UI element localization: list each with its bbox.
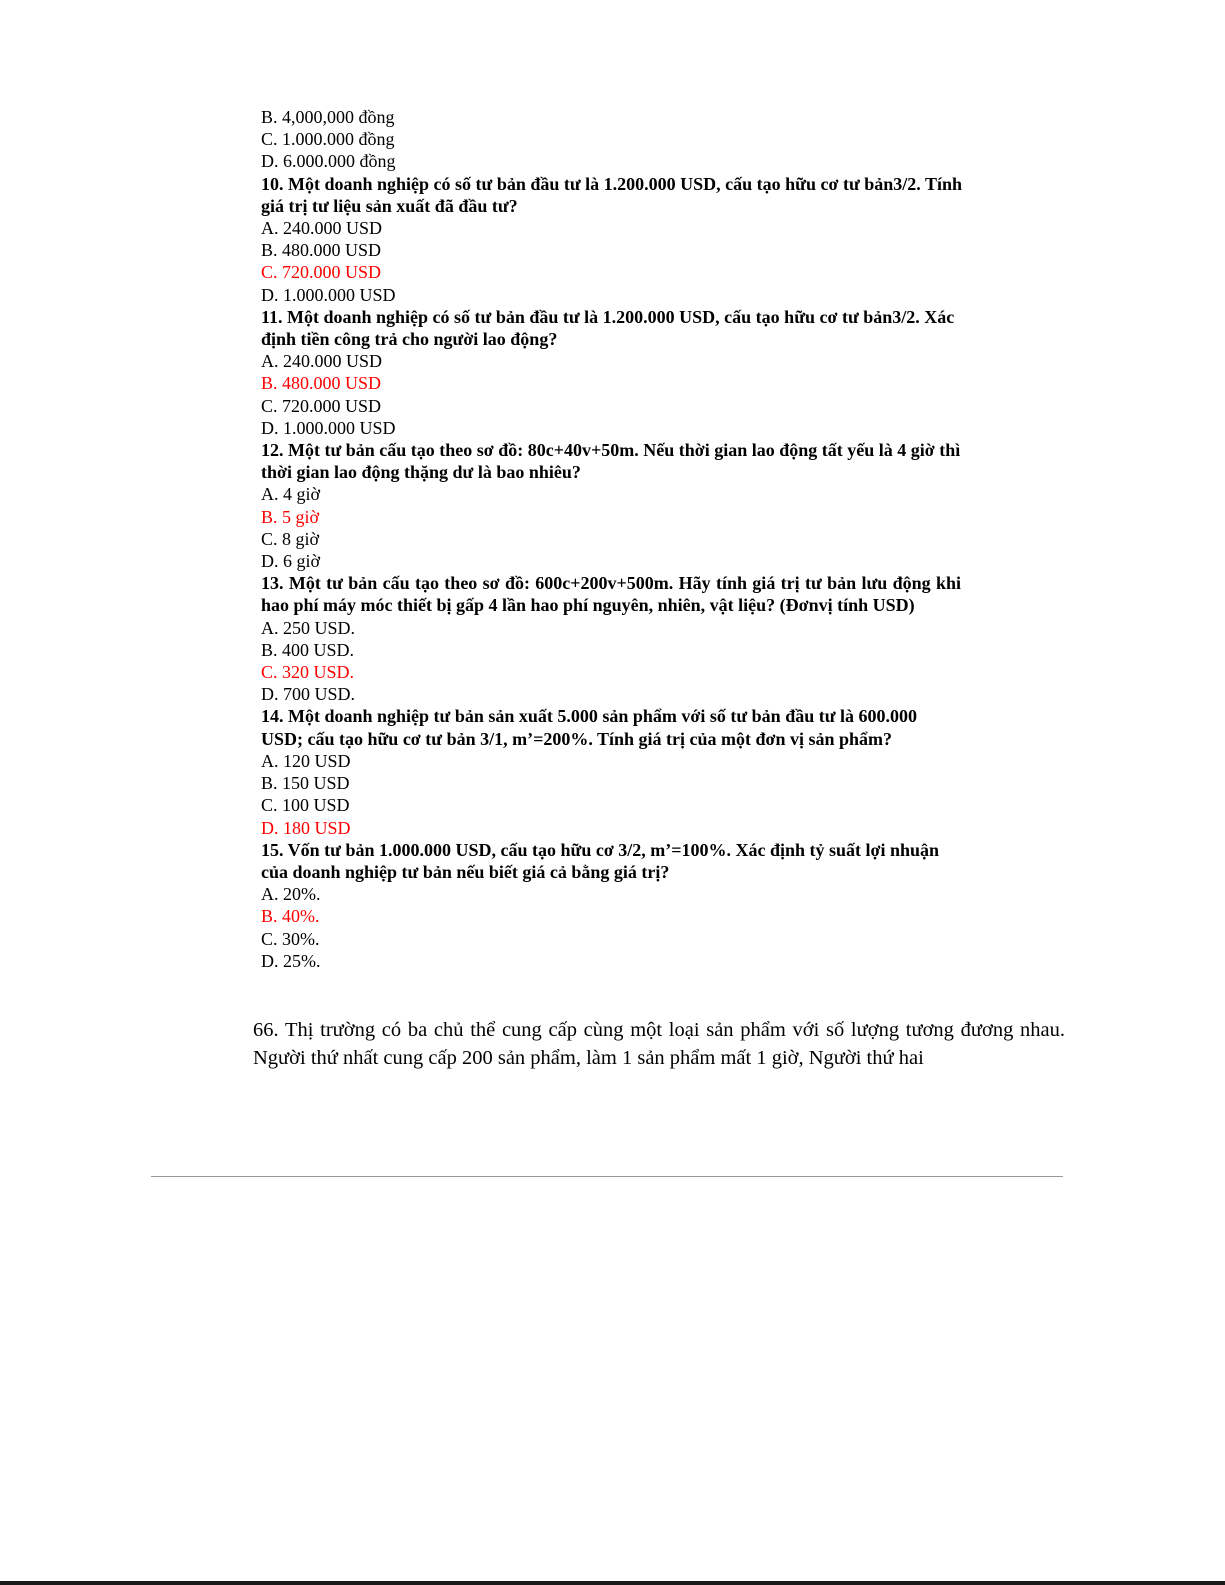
option-text: D. 25%.: [261, 950, 321, 971]
question-11: 11. Một doanh nghiệp có số tư bản đầu tư là 1.200.000 USD, cấu tạo hữu cơ tư bản3/2. Xác định tiền công trả cho người lao động?: [261, 306, 955, 350]
option-text: C. 720.000 USD: [261, 395, 382, 416]
option-text: A. 120 USD: [261, 750, 351, 771]
question-list: [261, 106, 981, 972]
question-15: 15. Vốn tư bản 1.000.000 USD, cấu tạo hữu cơ 3/2, m’=100%. Xác định tỷ suất lợi nhuận của doanh nghiệp tư bản nếu biết giá cả bằng giá trị?: [261, 839, 940, 882]
option-text: A. 4 giờ: [261, 484, 321, 505]
question-12: 12. Một tư bản cấu tạo theo sơ đồ: 80c+40v+50m. Nếu thời gian lao động tất yếu là 4 giờ thì thời gian lao động thặng dư là bao nhiêu?: [261, 440, 961, 483]
option-text: A. 240.000 USD: [261, 218, 383, 239]
option-text: B. 150 USD: [261, 773, 350, 794]
option-text: B. 400 USD.: [261, 639, 355, 660]
option-text: D. 6.000.000 đồng: [261, 151, 396, 172]
option-text: D. 1.000.000 USD: [261, 284, 396, 305]
page-divider: [151, 1176, 1063, 1177]
correct-option-text: C. 720.000 USD: [261, 262, 382, 283]
correct-option-text: B. 40%.: [261, 906, 320, 927]
page-bottom-edge: [0, 1581, 1225, 1585]
question-66-paragraph: 66. Thị trường có ba chủ thể cung cấp cùng một loại sản phẩm với số lượng tương đương nhau. Người thứ nhất cung cấp 200 sản phẩm, làm 1 sản phẩm mất 1 giờ, Người thứ hai: [253, 1019, 1065, 1069]
option-text: B. 480.000 USD: [261, 240, 382, 261]
correct-option-text: B. 480.000 USD: [261, 373, 382, 394]
option-text: D. 6 giờ: [261, 551, 321, 572]
option-text: A. 20%.: [261, 884, 321, 905]
option-text: C. 1.000.000 đồng: [261, 129, 395, 150]
option-text: A. 240.000 USD: [261, 351, 383, 372]
question-10: 10. Một doanh nghiệp có số tư bản đầu tư là 1.200.000 USD, cấu tạo hữu cơ tư bản3/2. Tính giá trị tư liệu sản xuất đã đầu tư?: [261, 173, 962, 216]
correct-option-text: C. 320 USD.: [261, 662, 355, 683]
option-text: C. 100 USD: [261, 795, 350, 816]
correct-option-text: B. 5 giờ: [261, 506, 320, 527]
correct-option-text: D. 180 USD: [261, 817, 351, 838]
option-text: C. 8 giờ: [261, 528, 320, 549]
question-14: 14. Một doanh nghiệp tư bản sản xuất 5.000 sản phẩm với số tư bản đầu tư là 600.000 USD; cấu tạo hữu cơ tư bản 3/1, m’=200%. Tính giá trị của một đơn vị sản phẩm?: [261, 706, 918, 749]
option-text: D. 700 USD.: [261, 684, 356, 705]
option-text: A. 250 USD.: [261, 617, 356, 638]
option-text: C. 30%.: [261, 928, 320, 949]
question-13: 13. Một tư bản cấu tạo theo sơ đồ: 600c+200v+500m. Hãy tính giá trị tư bản lưu động khi hao phí máy móc thiết bị gấp 4 lần hao phí nguyên, nhiên, vật liệu? (Đơnvị tính USD): [261, 573, 961, 616]
option-text: D. 1.000.000 USD: [261, 417, 396, 438]
option-text: B. 4,000,000 đồng: [261, 107, 395, 127]
